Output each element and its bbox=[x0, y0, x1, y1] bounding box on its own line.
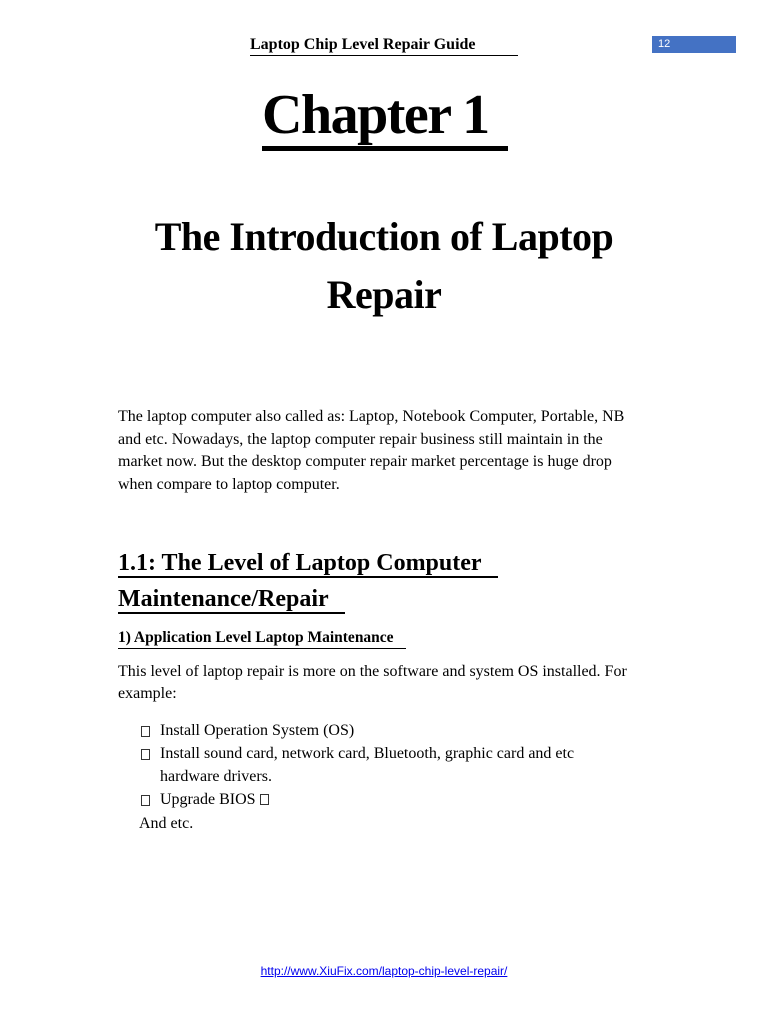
running-header-title: Laptop Chip Level Repair Guide bbox=[250, 35, 518, 56]
footer bbox=[0, 963, 768, 979]
list-item-text: Install Operation System (OS) bbox=[160, 722, 355, 739]
list-item bbox=[139, 788, 619, 811]
footer-url-link[interactable]: http://www.XiuFix.com/laptop-chip-level-repair/ bbox=[260, 964, 508, 978]
application-level-paragraph: This level of laptop repair is more on the software and system OS installed. For example: bbox=[118, 663, 627, 702]
list-item-text: Upgrade BIOS bbox=[160, 791, 256, 808]
example-list bbox=[139, 719, 619, 811]
bullet-box-icon bbox=[141, 795, 150, 806]
page-number-badge bbox=[652, 36, 736, 53]
chapter-label: Chapter 1 bbox=[262, 84, 508, 151]
list-item bbox=[139, 719, 619, 742]
bullet-box-icon bbox=[141, 749, 150, 760]
list-closing-text: And etc. bbox=[139, 815, 194, 832]
application-level-heading: 1) Application Level Laptop Maintenance bbox=[118, 628, 406, 649]
page-number: 12 bbox=[658, 38, 671, 50]
list-item-text: Install sound card, network card, Bluetooth, graphic card and etc hardware drivers. bbox=[160, 745, 575, 785]
section-heading-line-1: 1.1: The Level of Laptop Computer bbox=[118, 550, 498, 578]
chapter-title: The Introduction of Laptop Repair bbox=[154, 214, 614, 317]
list-item bbox=[139, 742, 619, 788]
intro-paragraph: The laptop computer also called as: Laptop, Notebook Computer, Portable, NB and etc. Nowadays, the laptop computer repair business still maintain in the market now. But the desktop computer repair market percentage is huge drop when compare to laptop computer. bbox=[118, 408, 625, 493]
section-heading-line-2: Maintenance/Repair bbox=[118, 586, 345, 614]
bullet-box-icon bbox=[141, 726, 150, 737]
section-heading-1-1 bbox=[118, 545, 518, 617]
bullet-box-icon bbox=[260, 794, 269, 805]
